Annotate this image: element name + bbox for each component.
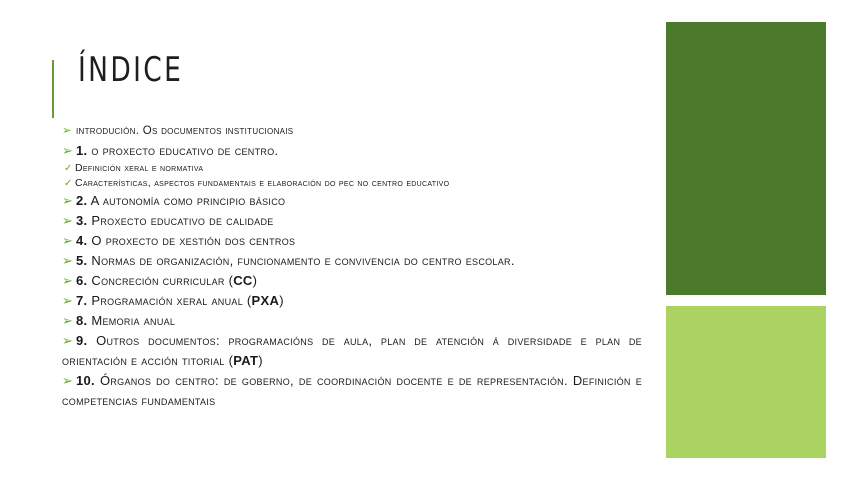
arrow-bullet-icon: ➢: [62, 233, 74, 248]
arrow-bullet-icon: ➢: [62, 143, 74, 158]
toc-item-5: ➢ 5. Normas de organización, funcionamento e convivencia do centro escolar.: [62, 251, 642, 271]
arrow-bullet-icon: ➢: [62, 373, 74, 388]
toc-item-3: ➢ 3. Proxecto educativo de calidade: [62, 211, 642, 231]
arrow-bullet-icon: ➢: [62, 313, 74, 328]
decorative-block-light: [666, 306, 826, 458]
toc-item-intro: ➢ introdución. Os documentos institucionais: [62, 121, 642, 141]
arrow-bullet-icon: ➢: [62, 253, 74, 268]
toc-item-8: ➢ 8. Memoria anual: [62, 311, 642, 331]
check-bullet-icon: ✓: [64, 178, 73, 189]
arrow-bullet-icon: ➢: [62, 213, 74, 228]
title-accent-line: [52, 60, 54, 118]
arrow-bullet-icon: ➢: [62, 125, 72, 137]
arrow-bullet-icon: ➢: [62, 333, 74, 348]
arrow-bullet-icon: ➢: [62, 193, 74, 208]
toc-item-10: ➢ 10. Órganos do centro: de goberno, de coordinación docente e de representación. Definición e competencias fundamentais: [62, 373, 642, 408]
toc-item-1: ➢ 1. o proxecto educativo de centro.: [62, 141, 642, 161]
table-of-contents: [62, 121, 642, 411]
check-bullet-icon: ✓: [64, 163, 73, 174]
toc-item-7: ➢ 7. Programación xeral anual (PXA): [62, 291, 642, 311]
slide-title: ÍNDICE: [78, 50, 184, 90]
arrow-bullet-icon: ➢: [62, 293, 74, 308]
decorative-block-dark: [666, 22, 826, 295]
arrow-bullet-icon: ➢: [62, 273, 74, 288]
toc-item-6: ➢ 6. Concreción curricular (CC): [62, 271, 642, 291]
toc-subitem-1b: ✓ Características, aspectos fundamentais e elaboración do pec no centro educativo: [64, 177, 450, 189]
toc-item-2: ➢ 2. A autonomía como principio básico: [62, 191, 642, 211]
toc-subitem-1a: ✓ Definición xeral e normativa: [64, 162, 204, 174]
toc-item-4: ➢ 4. O proxecto de xestión dos centros: [62, 231, 642, 251]
toc-item-9: ➢ 9. Outros documentos: programacións de aula, plan de atención á diversidade e plan de orientación e acción titorial (PAT): [62, 333, 642, 368]
